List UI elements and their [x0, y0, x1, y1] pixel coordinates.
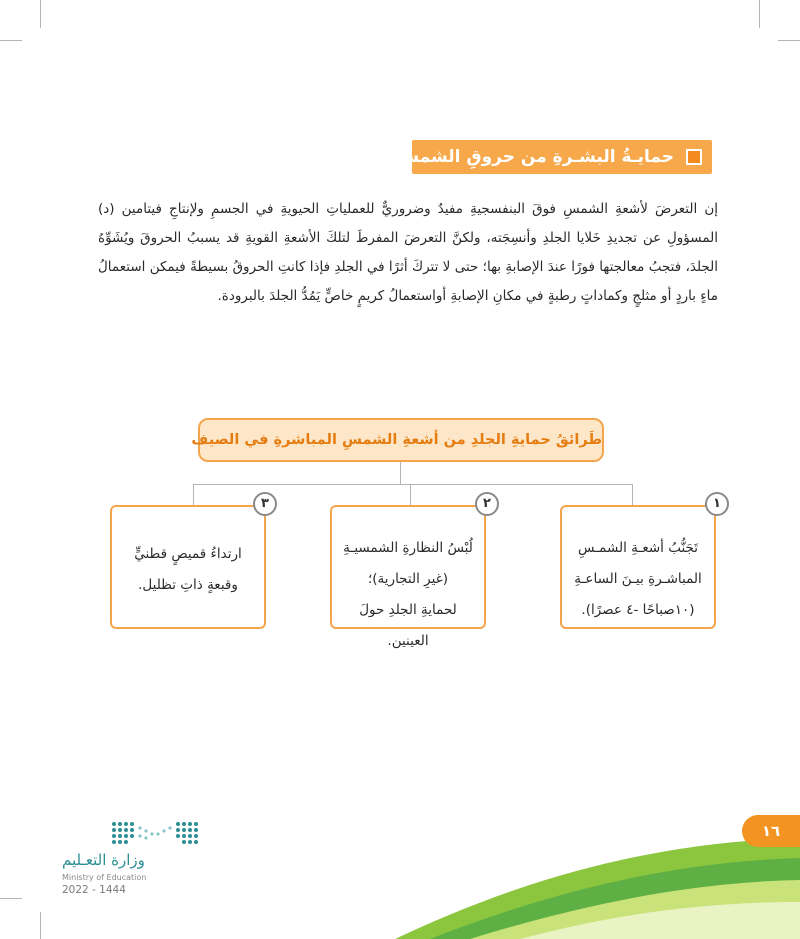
method-card-3: [110, 505, 266, 629]
edition-year: 2022 - 1444: [62, 884, 126, 896]
method-3-line-1: ارتداءُ قميصٍ قطنيٍّ: [134, 546, 242, 562]
method-2-line-1: لُبْسُ النظارةِ الشمسيـةِ: [343, 540, 473, 556]
connector-vertical: [400, 462, 401, 484]
method-card-1: [560, 505, 716, 629]
method-1-number-badge: ١: [705, 492, 729, 516]
method-1-line-3: (١٠صباحًا -٤ عصرًا).: [581, 602, 695, 618]
page-number: ١٦: [742, 815, 800, 847]
ministry-name-english: Ministry of Education: [62, 873, 147, 882]
body-paragraph: إن التعرضَ لأشعةِ الشمسِ فوقَ البنفسجيةِ مفيدٌ وضروريٌّ للعملياتِ الحيويةِ في الجسمِ ولإنتاجِ فيتامين (د) المسؤولِ عن تجديدِ خَلايا الجلدِ وأنسِجَته، ولكنَّ التعرضَ المفرطَ لتلكَ الأشعةِ القويةِ قد يسببُ الحروقَ ويُشَوِّهُ الجلدَ، فتجبُ معالجتها فورًا عندَ الإصابةِ بها؛ حتى لا تتركَ أثرًا في الجلدِ فإذا كانتِ الحروقُ بسيطةً فيمكن استعمالُ ماءٍ باردٍ أو مثلجٍ وكماداتٍ رطبةٍ في مكانِ الإصابةِ أواستعمالُ كريمٍ خاصٍّ يَمُدُّ الجلدَ بالبرودة.: [98, 201, 718, 304]
connector-right: [632, 484, 633, 505]
heading-square-icon: [686, 149, 702, 165]
ministry-name-arabic: وزارة التعـليم: [62, 851, 145, 869]
method-3-line-2: وقبعةٍ ذاتِ تظليل.: [138, 577, 238, 593]
method-2-line-2: (غيرِ التجارية)؛: [368, 571, 448, 587]
method-2-number-badge: ٢: [475, 492, 499, 516]
method-3-number-badge: ٣: [253, 492, 277, 516]
method-card-2: [330, 505, 486, 649]
connector-left: [193, 484, 194, 505]
section-heading-bar: [388, 140, 712, 174]
diagram-title: طَرائقُ حمايةِ الجلدِ من أشعةِ الشمسِ المباشرةِ في الصيف: [198, 418, 604, 462]
connector-middle: [410, 484, 411, 505]
ministry-logo-icon: [110, 818, 202, 848]
method-1-line-1: تَجَنُّبُ أشعـةِ الشمـسِ: [577, 540, 699, 556]
section-heading: حمايـةُ البشـرةِ من حروقِ الشمسِ:: [388, 147, 674, 167]
method-1-line-2: المباشـرةِ بيـنَ الساعـةِ: [574, 571, 702, 587]
connector-horizontal: [193, 484, 633, 485]
method-2-line-3: لحمايةِ الجلدِ حولَ العينين.: [359, 602, 457, 649]
